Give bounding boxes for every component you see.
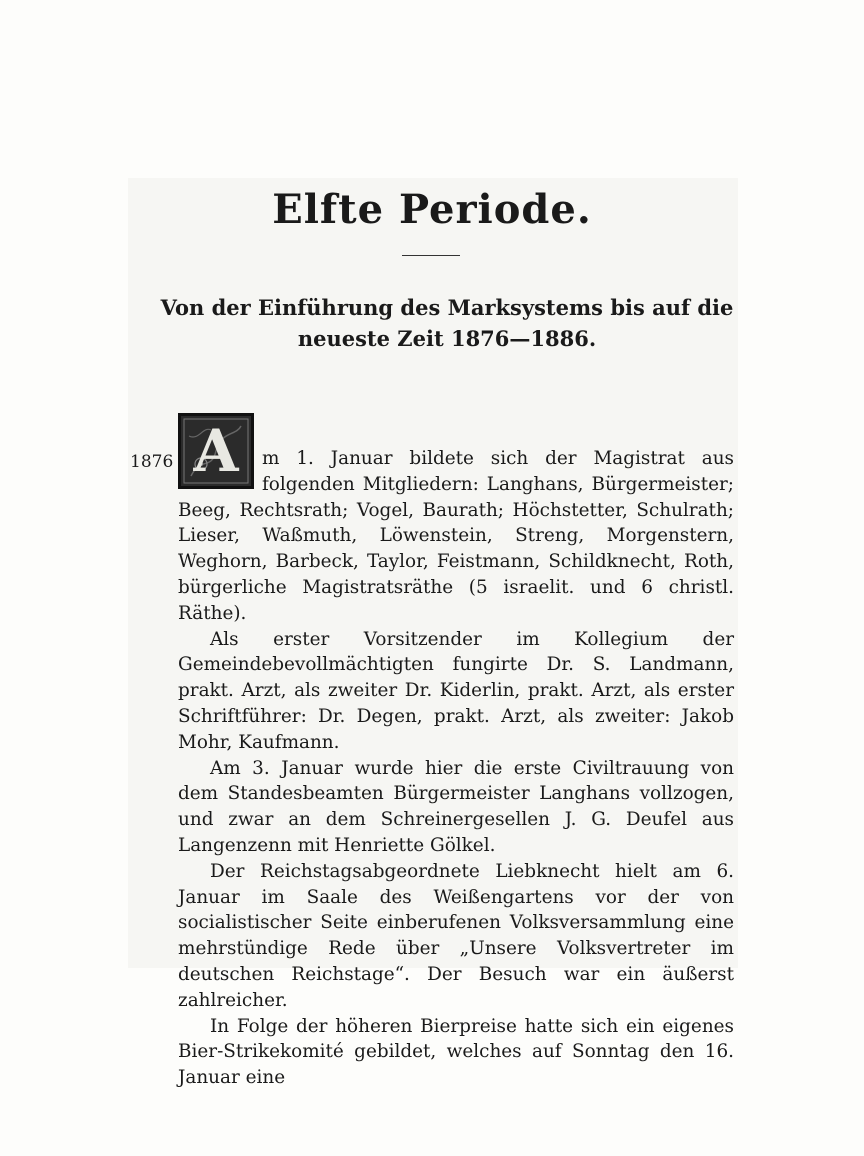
first-paragraph-wrap <box>178 417 734 627</box>
paragraph-1: m 1. Januar bildete sich der Magistrat aus folgenden Mitgliedern: Langhans, Bürgermeister; Beeg, Rechtsrath; Vogel, Baurath; Höchstetter, Schulrath; Lieser, Waßmuth, Löwenstein, Streng, Morgenstern, Weghorn, Barbeck, Taylor, Feistmann, Schildknecht, Roth, bürgerliche Magistratsräthe (5 israelit. und 6 christl. Räthe). <box>178 448 734 624</box>
subtitle-line-2: neueste Zeit 1876—1886. <box>297 326 597 351</box>
period-subtitle <box>160 292 734 354</box>
subtitle-line-1: Von der Einführung des Marksystems bis auf die <box>160 295 734 320</box>
paragraph-2: Als erster Vorsitzender im Kollegium der Gemeindebevollmächtigten fungirte Dr. S. Landmann, prakt. Arzt, als zweiter Dr. Kiderlin, prakt. Arzt, als erster Schriftführer: Dr. Degen, prakt. Arzt, als zweiter: Jakob Mohr, Kaufmann. <box>178 628 734 753</box>
drop-cap-ornament <box>178 413 254 489</box>
paragraph-3: Am 3. Januar wurde hier die erste Civiltrauung von dem Standesbeamten Bürgermeister Langhans vollzogen, und zwar an dem Schreinergesellen J. G. Deufel aus Langenzenn mit Henriette Gölkel. <box>178 757 734 856</box>
paragraph-5: In Folge der höheren Bierpreise hatte sich ein eigenes Bier-Strikekomité gebildet, welches auf Sonntag den 16. Januar eine <box>178 1015 734 1089</box>
paragraph-4: Der Reichstagsabgeordnete Liebknecht hielt am 6. Januar im Saale des Weißengartens vor der von socialistischer Seite einberufenen Volksversammlung eine mehrstündige Rede über „Unsere Volksvertreter im deutschen Reichstage“. Der Besuch war ein äußerst zahlreicher. <box>178 860 734 1011</box>
title-divider <box>402 255 460 256</box>
period-title: Elfte Periode. <box>272 186 592 233</box>
body-text <box>178 417 734 1091</box>
margin-year: 1876 <box>130 452 174 472</box>
drop-cap-letter: A <box>193 417 239 485</box>
